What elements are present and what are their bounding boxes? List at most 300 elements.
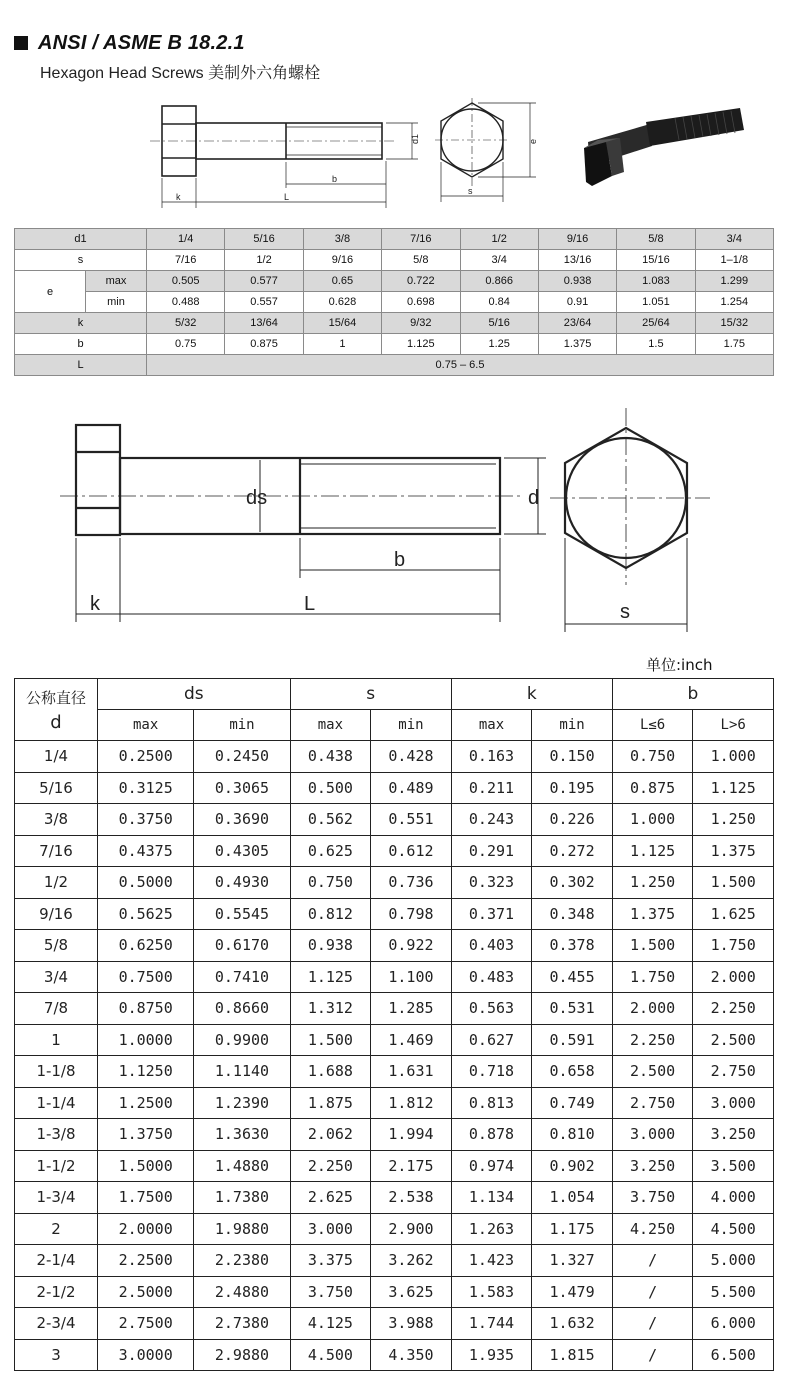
- unit-label: 单位:inch: [646, 656, 713, 674]
- row-sublabel-min: min: [86, 292, 147, 313]
- table-row: [15, 1182, 774, 1214]
- table-cell: 0.531: [532, 993, 613, 1025]
- table-cell: 0.563: [451, 993, 532, 1025]
- row-label-s: s: [15, 250, 147, 271]
- table-cell: 4.125: [290, 1308, 371, 1340]
- table-row: [15, 355, 774, 376]
- dim-label-k-small: k: [176, 192, 181, 202]
- table-cell: 1.083: [617, 271, 695, 292]
- nominal-size-cell: 3: [15, 1339, 98, 1371]
- size-cell: 9/16: [538, 229, 616, 250]
- table-cell: 2.000: [693, 961, 774, 993]
- table-cell: 0.91: [538, 292, 616, 313]
- table-cell: 1.000: [693, 741, 774, 773]
- spec-table-detailed: [14, 678, 774, 1371]
- size-cell: 1/4: [147, 229, 225, 250]
- table-cell: 0.750: [290, 867, 371, 899]
- size-cell: 7/16: [382, 229, 460, 250]
- spec-table-body: [15, 679, 774, 1371]
- table-cell: 2.7380: [194, 1308, 290, 1340]
- table-row: [15, 1087, 774, 1119]
- table-header-row: [15, 679, 774, 710]
- table-cell: 0.8660: [194, 993, 290, 1025]
- table-cell: 0.798: [371, 898, 452, 930]
- table-cell: 0.348: [532, 898, 613, 930]
- table-cell: 2.625: [290, 1182, 371, 1214]
- table-cell: 23/64: [538, 313, 616, 334]
- table-cell: 1.7500: [98, 1182, 194, 1214]
- table-row: [15, 898, 774, 930]
- table-cell: 0.438: [290, 741, 371, 773]
- size-cell: 5/16: [225, 229, 303, 250]
- table-row: [15, 772, 774, 804]
- table-cell: 3.988: [371, 1308, 452, 1340]
- row-sublabel-max: max: [86, 271, 147, 292]
- table-cell: 0.750: [612, 741, 693, 773]
- bullet-square-icon: [14, 36, 28, 50]
- table-cell: 0.698: [382, 292, 460, 313]
- table-cell: 1/2: [225, 250, 303, 271]
- table-cell: 1.815: [532, 1339, 613, 1371]
- table-cell: 0.902: [532, 1150, 613, 1182]
- bolt-side-view-large: [60, 425, 520, 535]
- subheader-cell: max: [98, 710, 194, 741]
- table-cell: 2.250: [612, 1024, 693, 1056]
- table-cell: 0.875: [225, 334, 303, 355]
- table-cell: 0.323: [451, 867, 532, 899]
- header-cell-k: k: [451, 679, 612, 710]
- table-cell: 1.125: [612, 835, 693, 867]
- table-cell: 1.75: [695, 334, 773, 355]
- table-cell: 1.469: [371, 1024, 452, 1056]
- table-cell: 1.054: [532, 1182, 613, 1214]
- table-subheader-row: [15, 710, 774, 741]
- table-cell: 1.500: [612, 930, 693, 962]
- table-cell: 1.100: [371, 961, 452, 993]
- table-cell: 1.254: [695, 292, 773, 313]
- table-cell: 0.627: [451, 1024, 532, 1056]
- table-cell: 0.974: [451, 1150, 532, 1182]
- table-row: [15, 292, 774, 313]
- table-cell: 1.2390: [194, 1087, 290, 1119]
- table-cell: 2.9880: [194, 1339, 290, 1371]
- table-cell: 0.810: [532, 1119, 613, 1151]
- table-cell: 1.688: [290, 1056, 371, 1088]
- dim-label-L-large: L: [304, 593, 316, 615]
- table-row: [15, 334, 774, 355]
- table-row: [15, 1308, 774, 1340]
- dim-label-ds: ds: [246, 487, 268, 509]
- row-label-e: e: [15, 271, 86, 313]
- table-cell: 1.583: [451, 1276, 532, 1308]
- bolt-3d-image: [584, 108, 744, 186]
- table-cell: 0.718: [451, 1056, 532, 1088]
- dim-label-k-large: k: [90, 593, 100, 615]
- table-cell: 1.3630: [194, 1119, 290, 1151]
- table-cell: 0.5545: [194, 898, 290, 930]
- table-cell: 1.134: [451, 1182, 532, 1214]
- nominal-size-cell: 3/4: [15, 961, 98, 993]
- table-cell: 0.813: [451, 1087, 532, 1119]
- table-cell: 2.750: [612, 1087, 693, 1119]
- header-cell-b: b: [612, 679, 773, 710]
- table-cell: 0.378: [532, 930, 613, 962]
- nominal-size-cell: 7/16: [15, 835, 98, 867]
- table-cell: 0.65: [303, 271, 381, 292]
- table-cell: 0.272: [532, 835, 613, 867]
- nominal-size-cell: 1-3/4: [15, 1182, 98, 1214]
- table-cell: 15/64: [303, 313, 381, 334]
- table-cell: 3.262: [371, 1245, 452, 1277]
- table-cell: 0.722: [382, 271, 460, 292]
- table-cell: 1.25: [460, 334, 538, 355]
- table-cell: 2.175: [371, 1150, 452, 1182]
- table-cell: 0.878: [451, 1119, 532, 1151]
- table-cell: 1.875: [290, 1087, 371, 1119]
- table-cell: 2.2500: [98, 1245, 194, 1277]
- table-cell: 1.051: [617, 292, 695, 313]
- table-cell: 5/32: [147, 313, 225, 334]
- table-cell: 2.2380: [194, 1245, 290, 1277]
- table-cell: 4.500: [290, 1339, 371, 1371]
- table-cell: 0.577: [225, 271, 303, 292]
- table-cell: 9/32: [382, 313, 460, 334]
- table-cell: 0.211: [451, 772, 532, 804]
- dim-label-d-large: d: [528, 487, 540, 509]
- table-cell: 3.000: [693, 1087, 774, 1119]
- table-cell: 0.3690: [194, 804, 290, 836]
- table-cell: 0.4375: [98, 835, 194, 867]
- table-cell: 1.3750: [98, 1119, 194, 1151]
- table-cell: 0.7410: [194, 961, 290, 993]
- bolt-end-view-large: [550, 408, 710, 585]
- table-cell: 0.226: [532, 804, 613, 836]
- table-cell: 1.125: [290, 961, 371, 993]
- table-cell: 0.628: [303, 292, 381, 313]
- nominal-diameter-symbol: d: [50, 711, 62, 733]
- table-cell: 0.938: [538, 271, 616, 292]
- table-cell: 5.500: [693, 1276, 774, 1308]
- table-cell: 1.423: [451, 1245, 532, 1277]
- table-cell: 0.5625: [98, 898, 194, 930]
- table-cell: 1.250: [693, 804, 774, 836]
- table-cell: 0.243: [451, 804, 532, 836]
- table-cell: 5/8: [382, 250, 460, 271]
- table-cell: 2.0000: [98, 1213, 194, 1245]
- table-cell: 1.1250: [98, 1056, 194, 1088]
- table-cell: 0.736: [371, 867, 452, 899]
- subheader-cell: L>6: [693, 710, 774, 741]
- table-cell: 1.812: [371, 1087, 452, 1119]
- table-cell: 0.8750: [98, 993, 194, 1025]
- row-label-k: k: [15, 313, 147, 334]
- nominal-size-cell: 2: [15, 1213, 98, 1245]
- bolt-end-view-small: [435, 98, 510, 186]
- title-row: [14, 30, 774, 56]
- table-cell: 4.250: [612, 1213, 693, 1245]
- table-cell: 0.483: [451, 961, 532, 993]
- table-row: [15, 1339, 774, 1371]
- table-cell: 0.2500: [98, 741, 194, 773]
- table-cell: 1.9880: [194, 1213, 290, 1245]
- size-cell: 3/4: [695, 229, 773, 250]
- nominal-size-cell: 1/2: [15, 867, 98, 899]
- table-cell: 1.625: [693, 898, 774, 930]
- table-row: [15, 867, 774, 899]
- table-row: [15, 313, 774, 334]
- table-cell: 2.250: [693, 993, 774, 1025]
- table-cell: 2.900: [371, 1213, 452, 1245]
- table-cell: 3.000: [612, 1119, 693, 1151]
- table-cell: 0.3125: [98, 772, 194, 804]
- bolt-side-view: [150, 106, 395, 176]
- table-cell: 0.291: [451, 835, 532, 867]
- nominal-size-cell: 1-1/8: [15, 1056, 98, 1088]
- table-cell: 0.658: [532, 1056, 613, 1088]
- subheader-cell: min: [194, 710, 290, 741]
- table-cell: 3.0000: [98, 1339, 194, 1371]
- table-cell: 1.5000: [98, 1150, 194, 1182]
- table-cell: 1.500: [290, 1024, 371, 1056]
- table-cell: 1.375: [538, 334, 616, 355]
- nominal-size-cell: 3/8: [15, 804, 98, 836]
- table-row: [15, 229, 774, 250]
- table-cell: 0.371: [451, 898, 532, 930]
- table-cell: 0.2450: [194, 741, 290, 773]
- table-row: [15, 741, 774, 773]
- table-cell: 4.350: [371, 1339, 452, 1371]
- table-cell: 2.250: [290, 1150, 371, 1182]
- table-cell: /: [612, 1245, 693, 1277]
- table-cell: 25/64: [617, 313, 695, 334]
- table-cell: 2.4880: [194, 1276, 290, 1308]
- table-cell: 0.150: [532, 741, 613, 773]
- table-cell: 0.75 – 6.5: [147, 355, 774, 376]
- nominal-size-cell: 9/16: [15, 898, 98, 930]
- table-cell: /: [612, 1339, 693, 1371]
- table-cell: 1.327: [532, 1245, 613, 1277]
- end-view-dims-small: [441, 103, 536, 202]
- table-cell: 3/4: [460, 250, 538, 271]
- table-cell: 3.000: [290, 1213, 371, 1245]
- header-cell-nominal: [15, 679, 98, 741]
- table-cell: 1.263: [451, 1213, 532, 1245]
- header: [14, 30, 774, 83]
- subheader-cell: L≤6: [612, 710, 693, 741]
- size-cell: 5/8: [617, 229, 695, 250]
- table-cell: 5.000: [693, 1245, 774, 1277]
- table-cell: 0.557: [225, 292, 303, 313]
- nominal-size-cell: 2-1/2: [15, 1276, 98, 1308]
- nominal-size-cell: 1-1/4: [15, 1087, 98, 1119]
- table-cell: 1.175: [532, 1213, 613, 1245]
- table-cell: 15/16: [617, 250, 695, 271]
- table-row: [15, 1024, 774, 1056]
- nominal-size-cell: 1-3/8: [15, 1119, 98, 1151]
- dim-label-s-large: s: [620, 601, 630, 623]
- table-cell: 2.500: [693, 1024, 774, 1056]
- table-cell: 15/32: [695, 313, 773, 334]
- table-cell: 0.428: [371, 741, 452, 773]
- table-cell: 1.744: [451, 1308, 532, 1340]
- table-row: [15, 250, 774, 271]
- table-row: [15, 1213, 774, 1245]
- table-cell: 0.612: [371, 835, 452, 867]
- table-cell: 2.062: [290, 1119, 371, 1151]
- nominal-size-cell: 1/4: [15, 741, 98, 773]
- table-cell: 1.632: [532, 1308, 613, 1340]
- table-cell: 1.5: [617, 334, 695, 355]
- table-cell: 6.500: [693, 1339, 774, 1371]
- nominal-size-cell: 2-1/4: [15, 1245, 98, 1277]
- table-cell: /: [612, 1276, 693, 1308]
- header-cell-s: s: [290, 679, 451, 710]
- nominal-diameter-title: 公称直径: [25, 688, 86, 707]
- table-cell: 0.488: [147, 292, 225, 313]
- table-cell: 0.84: [460, 292, 538, 313]
- nominal-size-cell: 5/16: [15, 772, 98, 804]
- table-cell: 1.4880: [194, 1150, 290, 1182]
- spec-table-summary: [14, 228, 774, 376]
- size-cell: 3/8: [303, 229, 381, 250]
- table-cell: 0.302: [532, 867, 613, 899]
- table-cell: 9/16: [303, 250, 381, 271]
- dim-label-b-small: b: [332, 174, 338, 184]
- table-cell: 3.750: [290, 1276, 371, 1308]
- table-cell: 3.750: [612, 1182, 693, 1214]
- row-label-b: b: [15, 334, 147, 355]
- table-cell: 1.312: [290, 993, 371, 1025]
- table-cell: 0.489: [371, 772, 452, 804]
- dim-label-d1-small: d1: [410, 133, 420, 144]
- table-cell: 0.551: [371, 804, 452, 836]
- table-cell: 2.000: [612, 993, 693, 1025]
- table-row: [15, 804, 774, 836]
- table-cell: 0.591: [532, 1024, 613, 1056]
- subheader-cell: max: [451, 710, 532, 741]
- size-cell: 1/2: [460, 229, 538, 250]
- table-row: [15, 835, 774, 867]
- table-cell: 7/16: [147, 250, 225, 271]
- page-subtitle: Hexagon Head Screws 美制外六角螺栓: [40, 65, 321, 82]
- table-cell: 1.631: [371, 1056, 452, 1088]
- table-cell: 0.6170: [194, 930, 290, 962]
- table-cell: 0.163: [451, 741, 532, 773]
- table-cell: 1–1/8: [695, 250, 773, 271]
- table-row: [15, 271, 774, 292]
- table-cell: 0.922: [371, 930, 452, 962]
- table-cell: 2.500: [612, 1056, 693, 1088]
- table-row: [15, 1119, 774, 1151]
- table-cell: 1.500: [693, 867, 774, 899]
- table-cell: 1.0000: [98, 1024, 194, 1056]
- table-cell: 0.4930: [194, 867, 290, 899]
- table-cell: 0.500: [290, 772, 371, 804]
- table-cell: /: [612, 1308, 693, 1340]
- page-title: ANSI / ASME B 18.2.1: [38, 31, 245, 54]
- table-cell: 0.625: [290, 835, 371, 867]
- table-cell: 0.3750: [98, 804, 194, 836]
- header-cell-ds: ds: [98, 679, 291, 710]
- table-cell: 2.5000: [98, 1276, 194, 1308]
- table-cell: 1.994: [371, 1119, 452, 1151]
- table-row: [15, 1056, 774, 1088]
- table-cell: 1: [303, 334, 381, 355]
- table-cell: 1.7380: [194, 1182, 290, 1214]
- subheader-cell: max: [290, 710, 371, 741]
- table-row: [15, 961, 774, 993]
- table-cell: 0.749: [532, 1087, 613, 1119]
- table-cell: 1.125: [382, 334, 460, 355]
- table-cell: 1.299: [695, 271, 773, 292]
- table-cell: 0.4305: [194, 835, 290, 867]
- nominal-size-cell: 2-3/4: [15, 1308, 98, 1340]
- nominal-size-cell: 1-1/2: [15, 1150, 98, 1182]
- table-cell: 3.250: [693, 1119, 774, 1151]
- table-cell: 0.75: [147, 334, 225, 355]
- table-cell: 13/64: [225, 313, 303, 334]
- table-cell: 2.7500: [98, 1308, 194, 1340]
- table-cell: 0.875: [612, 772, 693, 804]
- table-row: [15, 930, 774, 962]
- table-cell: 1.125: [693, 772, 774, 804]
- bolt-drawing-large: [60, 400, 760, 650]
- table-cell: 0.3065: [194, 772, 290, 804]
- table-cell: 1.250: [612, 867, 693, 899]
- table-cell: 1.285: [371, 993, 452, 1025]
- table-cell: 0.505: [147, 271, 225, 292]
- table-cell: 1.375: [612, 898, 693, 930]
- row-label-L: L: [15, 355, 147, 376]
- table-cell: 0.7500: [98, 961, 194, 993]
- table-cell: 1.750: [693, 930, 774, 962]
- table-cell: 2.750: [693, 1056, 774, 1088]
- table-cell: 0.6250: [98, 930, 194, 962]
- table-cell: 1.479: [532, 1276, 613, 1308]
- table-cell: 0.562: [290, 804, 371, 836]
- table-cell: 0.195: [532, 772, 613, 804]
- table-cell: 4.000: [693, 1182, 774, 1214]
- dim-label-b-large: b: [394, 549, 406, 571]
- table-cell: 2.538: [371, 1182, 452, 1214]
- table-cell: 1.1140: [194, 1056, 290, 1088]
- table-row: [15, 1245, 774, 1277]
- dim-label-e-small: e: [528, 138, 538, 144]
- table-cell: 0.5000: [98, 867, 194, 899]
- table-cell: 6.000: [693, 1308, 774, 1340]
- table-cell: 3.625: [371, 1276, 452, 1308]
- table-cell: 5/16: [460, 313, 538, 334]
- table-cell: 3.500: [693, 1150, 774, 1182]
- table-cell: 3.250: [612, 1150, 693, 1182]
- nominal-size-cell: 5/8: [15, 930, 98, 962]
- table-cell: 0.938: [290, 930, 371, 962]
- table-row: [15, 1276, 774, 1308]
- dimension-lines-small: [162, 123, 418, 208]
- table-cell: 13/16: [538, 250, 616, 271]
- table-cell: 1.750: [612, 961, 693, 993]
- nominal-size-cell: 7/8: [15, 993, 98, 1025]
- dim-label-L-small: L: [284, 192, 290, 202]
- table-cell: 1.2500: [98, 1087, 194, 1119]
- subheader-cell: min: [532, 710, 613, 741]
- table-cell: 1.375: [693, 835, 774, 867]
- nominal-size-cell: 1: [15, 1024, 98, 1056]
- bolt-drawing-small: [150, 96, 750, 216]
- dim-label-s-small: s: [468, 186, 473, 196]
- table-row: [15, 993, 774, 1025]
- table-cell: 1.000: [612, 804, 693, 836]
